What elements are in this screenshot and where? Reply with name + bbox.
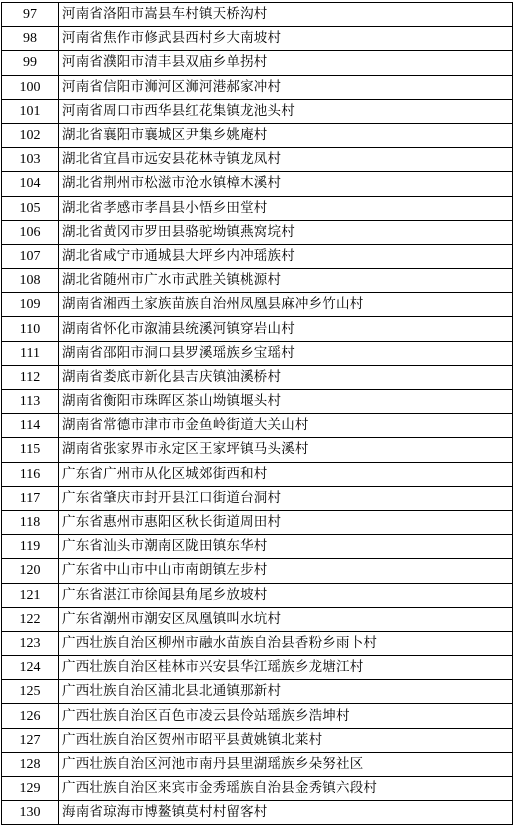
row-number-cell: 128 — [2, 752, 59, 776]
table-row — [2, 244, 513, 268]
table-row — [2, 220, 513, 244]
table-row — [2, 99, 513, 123]
table-row — [2, 680, 513, 704]
row-number-cell: 104 — [2, 172, 59, 196]
row-number-cell: 124 — [2, 656, 59, 680]
table-row — [2, 462, 513, 486]
village-name-cell: 广东省潮州市潮安区凤凰镇叫水坑村 — [59, 607, 513, 631]
village-name-cell: 广东省汕头市潮南区陇田镇东华村 — [59, 535, 513, 559]
village-name-cell: 广西壮族自治区百色市凌云县伶站瑶族乡浩坤村 — [59, 704, 513, 728]
table-row — [2, 75, 513, 99]
table-row — [2, 486, 513, 510]
village-name-cell: 广西壮族自治区浦北县北通镇那新村 — [59, 680, 513, 704]
row-number-cell: 118 — [2, 510, 59, 534]
table-row — [2, 27, 513, 51]
row-number-cell: 116 — [2, 462, 59, 486]
table-row — [2, 535, 513, 559]
table-row — [2, 510, 513, 534]
row-number-cell: 111 — [2, 341, 59, 365]
village-name-cell: 广东省肇庆市封开县江口街道台洞村 — [59, 486, 513, 510]
village-name-cell: 湖北省宜昌市远安县花林寺镇龙凤村 — [59, 148, 513, 172]
row-number-cell: 126 — [2, 704, 59, 728]
table-row — [2, 559, 513, 583]
village-name-cell: 河南省周口市西华县红花集镇龙池头村 — [59, 99, 513, 123]
village-name-cell: 广东省惠州市惠阳区秋长街道周田村 — [59, 510, 513, 534]
row-number-cell: 99 — [2, 51, 59, 75]
row-number-cell: 109 — [2, 293, 59, 317]
row-number-cell: 127 — [2, 728, 59, 752]
village-name-cell: 湖南省张家界市永定区王家坪镇马头溪村 — [59, 438, 513, 462]
village-name-cell: 河南省濮阳市清丰县双庙乡单拐村 — [59, 51, 513, 75]
row-number-cell: 129 — [2, 777, 59, 801]
row-number-cell: 125 — [2, 680, 59, 704]
row-number-cell: 101 — [2, 99, 59, 123]
table-row — [2, 631, 513, 655]
table-row — [2, 414, 513, 438]
row-number-cell: 121 — [2, 583, 59, 607]
table-row — [2, 341, 513, 365]
row-number-cell: 130 — [2, 801, 59, 825]
row-number-cell: 107 — [2, 244, 59, 268]
row-number-cell: 113 — [2, 390, 59, 414]
village-name-cell: 广西壮族自治区柳州市融水苗族自治县香粉乡雨卜村 — [59, 631, 513, 655]
village-name-cell: 广东省湛江市徐闻县角尾乡放坡村 — [59, 583, 513, 607]
village-name-cell: 湖北省襄阳市襄城区尹集乡姚庵村 — [59, 123, 513, 147]
table-row — [2, 752, 513, 776]
village-name-cell: 河南省信阳市浉河区浉河港郝家冲村 — [59, 75, 513, 99]
village-name-cell: 湖南省湘西土家族苗族自治州凤凰县麻冲乡竹山村 — [59, 293, 513, 317]
village-list-body — [2, 3, 513, 825]
table-row — [2, 390, 513, 414]
table-row — [2, 172, 513, 196]
table-row — [2, 148, 513, 172]
table-row — [2, 293, 513, 317]
village-name-cell: 湖北省黄冈市罗田县骆驼坳镇燕窝垸村 — [59, 220, 513, 244]
row-number-cell: 97 — [2, 3, 59, 27]
village-list-table — [1, 2, 513, 825]
row-number-cell: 123 — [2, 631, 59, 655]
row-number-cell: 100 — [2, 75, 59, 99]
village-name-cell: 广西壮族自治区来宾市金秀瑶族自治县金秀镇六段村 — [59, 777, 513, 801]
table-row — [2, 51, 513, 75]
table-row — [2, 704, 513, 728]
table-row — [2, 438, 513, 462]
village-name-cell: 湖南省常德市津市市金鱼岭街道大关山村 — [59, 414, 513, 438]
village-name-cell: 河南省焦作市修武县西村乡大南坡村 — [59, 27, 513, 51]
row-number-cell: 119 — [2, 535, 59, 559]
table-row — [2, 583, 513, 607]
row-number-cell: 110 — [2, 317, 59, 341]
village-name-cell: 广西壮族自治区贺州市昭平县黄姚镇北莱村 — [59, 728, 513, 752]
row-number-cell: 115 — [2, 438, 59, 462]
village-name-cell: 海南省琼海市博鳌镇莫村村留客村 — [59, 801, 513, 825]
row-number-cell: 108 — [2, 269, 59, 293]
row-number-cell: 114 — [2, 414, 59, 438]
row-number-cell: 103 — [2, 148, 59, 172]
village-name-cell: 湖南省怀化市溆浦县统溪河镇穿岩山村 — [59, 317, 513, 341]
table-row — [2, 777, 513, 801]
row-number-cell: 98 — [2, 27, 59, 51]
village-list-sheet — [1, 2, 512, 828]
village-name-cell: 湖南省邵阳市洞口县罗溪瑶族乡宝瑶村 — [59, 341, 513, 365]
village-name-cell: 湖北省孝感市孝昌县小悟乡田堂村 — [59, 196, 513, 220]
table-row — [2, 656, 513, 680]
row-number-cell: 105 — [2, 196, 59, 220]
village-name-cell: 湖南省娄底市新化县吉庆镇油溪桥村 — [59, 365, 513, 389]
table-row — [2, 607, 513, 631]
village-name-cell: 广西壮族自治区桂林市兴安县华江瑶族乡龙塘江村 — [59, 656, 513, 680]
table-row — [2, 801, 513, 825]
table-row — [2, 269, 513, 293]
row-number-cell: 122 — [2, 607, 59, 631]
table-row — [2, 728, 513, 752]
village-name-cell: 湖南省衡阳市珠晖区茶山坳镇堰头村 — [59, 390, 513, 414]
table-row — [2, 317, 513, 341]
village-name-cell: 广西壮族自治区河池市南丹县里湖瑶族乡朵努社区 — [59, 752, 513, 776]
village-name-cell: 广东省中山市中山市南朗镇左步村 — [59, 559, 513, 583]
village-name-cell: 湖北省荆州市松滋市沧水镇樟木溪村 — [59, 172, 513, 196]
table-row — [2, 123, 513, 147]
row-number-cell: 112 — [2, 365, 59, 389]
village-name-cell: 河南省洛阳市嵩县车村镇天桥沟村 — [59, 3, 513, 27]
row-number-cell: 102 — [2, 123, 59, 147]
village-name-cell: 湖北省咸宁市通城县大坪乡内冲瑶族村 — [59, 244, 513, 268]
table-row — [2, 365, 513, 389]
row-number-cell: 120 — [2, 559, 59, 583]
table-row — [2, 196, 513, 220]
table-row — [2, 3, 513, 27]
row-number-cell: 106 — [2, 220, 59, 244]
row-number-cell: 117 — [2, 486, 59, 510]
village-name-cell: 湖北省随州市广水市武胜关镇桃源村 — [59, 269, 513, 293]
village-name-cell: 广东省广州市从化区城郊街西和村 — [59, 462, 513, 486]
